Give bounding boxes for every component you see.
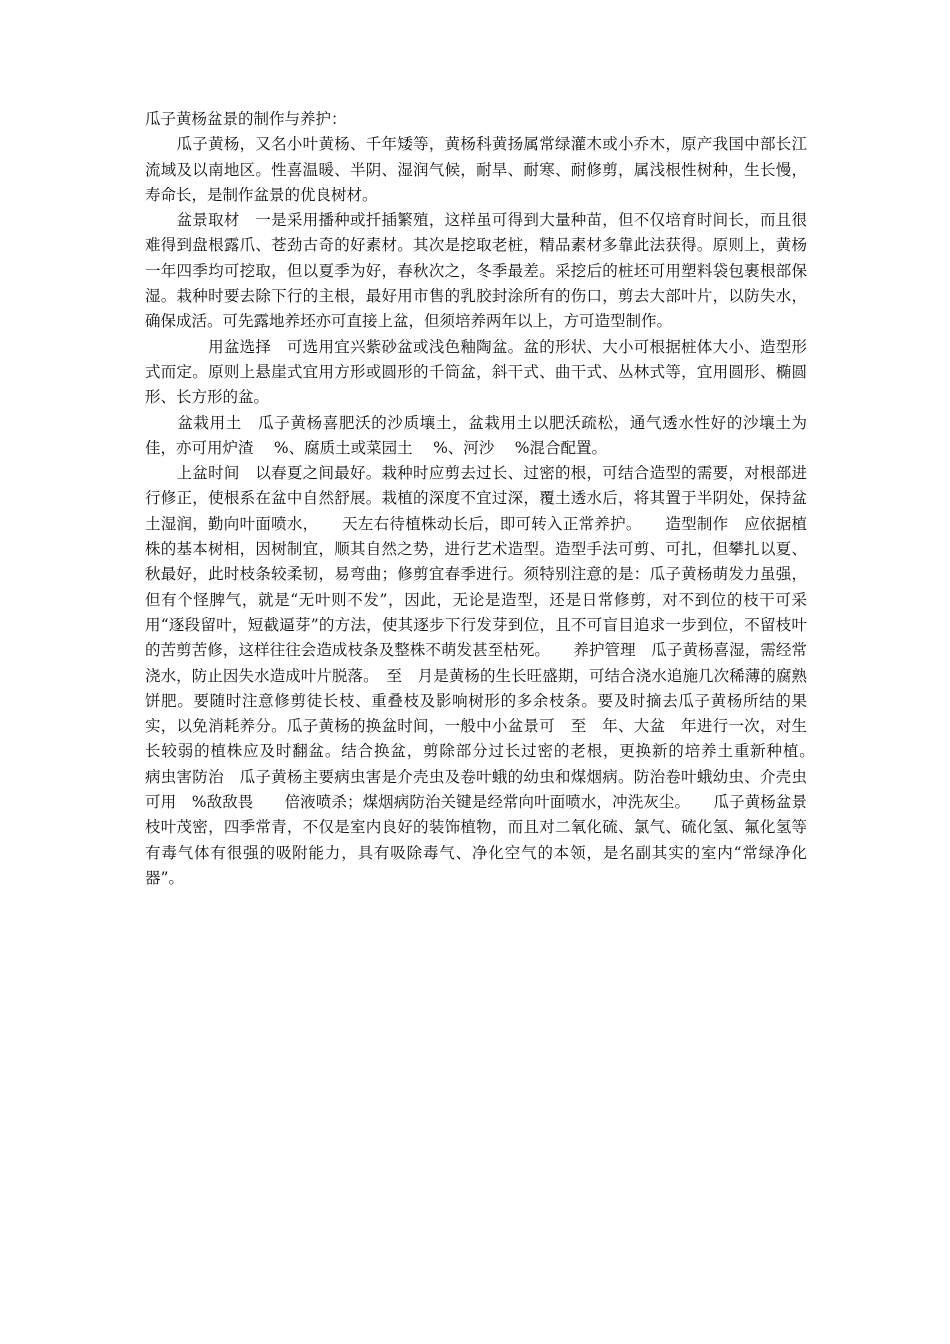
article-title: 瓜子黄杨盆景的制作与养护：: [145, 110, 347, 128]
article-body: [145, 107, 839, 891]
paragraph-soil: 盆栽用土 瓜子黄杨喜肥沃的沙质壤土，盆栽用土以肥沃疏松，通气透水性好的沙壤土为佳，亦可用炉渣 %、腐质土或菜园土 %、河沙 %混合配置。: [145, 413, 807, 457]
paragraph-care: 上盆时间 以春夏之间最好。栽种时应剪去过长、过密的根，可结合造型的需要，对根部进行修正，使根系在盆中自然舒展。栽植的深度不宜过深，覆土透水后，将其置于半阴处，保持盆土湿润，勤向叶面喷水， 天左右待植株动长后，即可转入正常养护。 造型制作 应依据植株的基本树相，因树制宜，顺其自然之势，进行艺术造型。造型手法可剪、可扎，但攀扎以夏、秋最好，此时枝条较柔韧，易弯曲；修剪宜春季进行。须特别注意的是：瓜子黄杨萌发力虽强，但有个怪脾气，就是“无叶则不发”，因此，无论是造型，还是日常修剪，对不到位的枝干可采用“逐段留叶，短截逼芽”的方法，使其逐步下行发芽到位，且不可盲目追求一步到位，不留枝叶的苦剪苦修，这样往往会造成枝条及整株不萌发甚至枯死。 养护管理 瓜子黄杨喜湿，需经常浇水，防止因失水造成叶片脱落。 至 月是黄杨的生长旺盛期，可结合浇水追施几次稀薄的腐熟饼肥。要随时注意修剪徒长枝、重叠枝及影响树形的多余枝条。要及时摘去瓜子黄杨所结的果实，以免消耗养分。瓜子黄杨的换盆时间，一般中小盆景可 至 年、大盆 年进行一次，对生长较弱的植株应及时翻盆。结合换盆，剪除部分过长过密的老根，更换新的培养土重新种植。 病虫害防治 瓜子黄杨主要病虫害是介壳虫及卷叶蛾的幼虫和煤烟病。防治卷叶蛾幼虫、介壳虫可用 %敌敌畏 倍液喷杀；煤烟病防治关键是经常向叶面喷水，冲洗灰尘。 瓜子黄杨盆景枝叶茂密，四季常青，不仅是室内良好的装饰植物，而且对二氧化硫、氯气、硫化氢、氟化氢等有毒气体有很强的吸附能力，具有吸除毒气、净化空气的本领，是名副其实的室内“常绿净化器”。: [145, 464, 839, 887]
paragraph-pot-selection: 用盆选择 可选用宜兴紫砂盆或浅色釉陶盆。盆的形状、大小可根据桩体大小、造型形式而定。原则上悬崖式宜用方形或圆形的千筒盆，斜干式、曲干式、丛林式等，宜用圆形、椭圆形、长方形的盆。: [145, 337, 807, 407]
paragraph-intro: 瓜子黄杨，又名小叶黄杨、千年矮等，黄杨科黄扬属常绿灌木或小乔木，原产我国中部长江流域及以南地区。性喜温暖、半阴、湿润气候，耐旱、耐寒、耐修剪，属浅根性树种，生长慢，寿命长，是制作盆景的优良树材。: [145, 135, 807, 204]
paragraph-material: 盆景取材 一是采用播种或扦插繁殖，这样虽可得到大量种苗，但不仅培育时间长，而且很难得到盘根露爪、苍劲古奇的好素材。其次是挖取老桩，精品素材多靠此法获得。原则上，黄杨一年四季均可挖取，但以夏季为好，春秋次之，冬季最差。采挖后的桩坯可用塑料袋包裹根部保湿。栽种时要去除下行的主根，最好用市售的乳胶封涂所有的伤口，剪去大部叶片，以防失水，确保成活。可先露地养坯亦可直接上盆，但须培养两年以上，方可造型制作。: [145, 211, 807, 331]
